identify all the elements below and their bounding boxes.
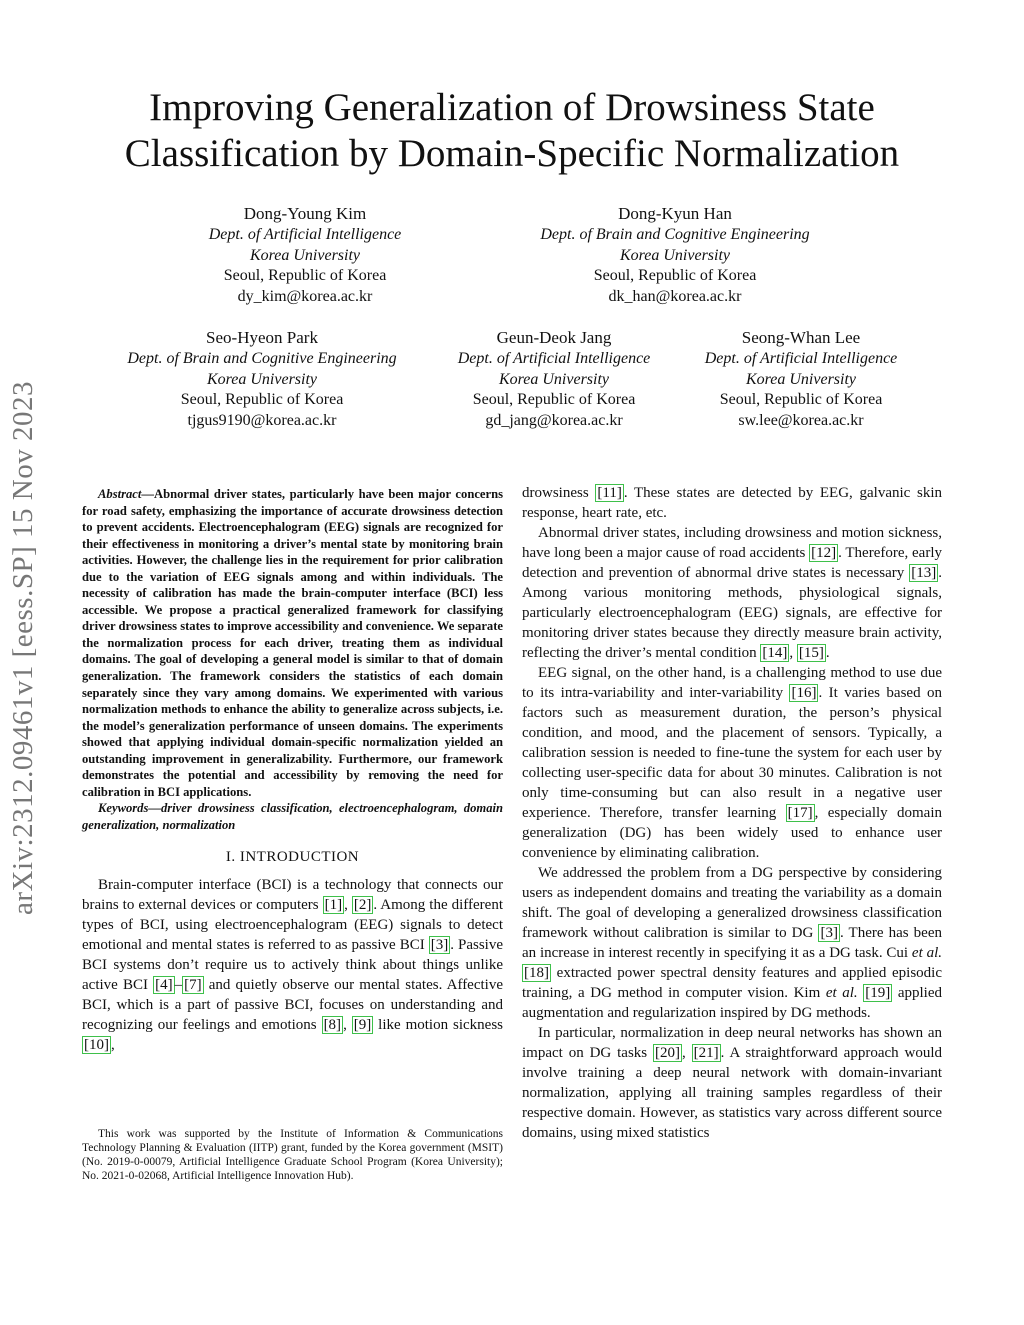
- citation-link[interactable]: [20]: [655, 1045, 680, 1061]
- author-university: Korea University: [249, 246, 361, 264]
- keywords: Keywords—driver drowsiness classification, electroencephalogram, domain generalization, normalization: [82, 801, 503, 832]
- section-heading-introduction: I. INTRODUCTION: [225, 849, 360, 866]
- paragraph: We addressed the problem from a DG perspective by considering users as independent domains and treating the variability as a domain shift. The goal of developing a generalized drowsiness classification framework without calibration is similar to DG [3] . There has been an increase in interest recently in specifying it as a DG task. Cui et al. [18] extracted power spectral density features and applied episodic training, a DG method in computer vision. Kim et al. [19] applied augmentation and regularization inspired by DG methods.: [522, 865, 943, 1021]
- author-name: Seong-Whan Lee: [741, 328, 861, 347]
- paragraph: In particular, normalization in deep neural networks has shown an impact on DG tasks [20] , [21] . A straightforward approach would involve training a deep neural network with domain-invariant normalization, applying all training samples regardless of their respective domain. However, as statistics vary across different source domains, using mixed statistics: [522, 1025, 943, 1141]
- author-email: gd_jang@korea.ac.kr: [485, 411, 623, 429]
- right-column: [522, 483, 942, 1143]
- paper-title-line-1: Improving Generalization of Drowsiness State: [149, 86, 875, 129]
- author-dept: Dept. of Brain and Cognitive Engineering: [127, 350, 397, 367]
- author-university: Korea University: [206, 370, 318, 388]
- arxiv-side-stamp: arXiv:2312.09461v1 [eess.SP] 15 Nov 2023: [7, 381, 39, 915]
- citation-link[interactable]: [8]: [323, 1017, 342, 1034]
- citation-link[interactable]: [7]: [184, 977, 202, 994]
- author-name: Dong-Kyun Han: [618, 204, 732, 223]
- author-block: [686, 327, 916, 431]
- author-email: sw.lee@korea.ac.kr: [738, 411, 864, 429]
- citation-link[interactable]: [17]: [787, 805, 813, 821]
- paragraph: EEG signal, on the other hand, is a challenging method to use due to its intra-variability and inter-variability [16] . It varies based on factors such as measurement duration, the person’s physical condition, and mood, and the placement of sensors. Typically, a calibration session is needed to fine-tune the system for each user by collecting user-specific data for about 30 minutes. Calibration is not only time-consuming but can also result in a negative user experience. Therefore, transfer learning [17] , especially domain generalization (DG) has been widely used to enhance user convenience by eliminating calibration.: [522, 665, 942, 861]
- author-university: Korea University: [498, 370, 610, 388]
- citation-link[interactable]: [4]: [155, 977, 173, 994]
- citation-link[interactable]: [19]: [865, 985, 891, 1001]
- citation-link[interactable]: [16]: [791, 685, 817, 701]
- author-city: Seoul, Republic of Korea: [223, 267, 387, 285]
- author-university: Korea University: [745, 370, 857, 388]
- citation-link[interactable]: [9]: [353, 1017, 372, 1034]
- author-city: Seoul, Republic of Korea: [472, 391, 636, 409]
- paragraph: Abnormal driver states, including drowsiness and motion sickness, have long been a major cause of road accidents [12] . Therefore, early detection and prevention of abnormal drive states is necessary [13] . Among various monitoring methods, physiological signals, particularly electroencephalogram (EEG) signals, are effective for monitoring driver states because they directly measure brain activity, reflecting the driver’s mental condition [14] , [15] .: [522, 525, 942, 661]
- citation-link[interactable]: [3]: [430, 937, 449, 954]
- author-university: Korea University: [619, 246, 731, 264]
- citation-link[interactable]: [18]: [524, 965, 549, 981]
- abstract-text: —Abnormal driver states, particularly have been major concerns for road safety, emphasizing the importance of accurate drowsiness detection to prevent accidents. Electroencephalogram (EEG) signals are recognized for their effectiveness in monitoring a driver’s mental state by monitoring brain activities. However, the challenge lies in the requirement for prior calibration due to the variation of EEG signals among and within individuals. The necessity of calibration has made the brain-computer interface (BCI) less accessible. We propose a practical generalized framework for classifying driver drowsiness states to improve accessibility and convenience. We separate the normalization process for each driver, treating them as individual domains. The goal of developing a general model is similar to that of domain generalization. The framework considers the statistics of each domain separately since they vary among domains. We experimented with various normalization methods to enhance the ability to generalize across subjects, i.e. the model’s generalization performance of unseen domains. The experiments showed that applying individual domain-specific normalization yielded an outstanding improvement in generalizability. Furthermore, our framework demonstrates the potential and accessibility by removing the need for calibration in BCI applications.: [82, 487, 503, 799]
- author-block: [500, 203, 850, 307]
- citation-link[interactable]: [15]: [798, 645, 824, 661]
- author-block: [112, 327, 412, 431]
- citation-link[interactable]: [12]: [811, 545, 837, 561]
- citation-link[interactable]: [13]: [911, 565, 937, 581]
- abstract: [82, 486, 503, 800]
- intro-paragraph: Brain-computer interface (BCI) is a technology that connects our brains to external devices or computers [1] , [2] . Among the different types of BCI, using electroencephalogram (EEG) signals to detect emotional and mental states is referred to as passive BCI [3] . Passive BCI systems don’t require us to actively think about things unlike active BCI [4] – [7] and quietly observe our mental states. Affective BCI, which is a part of passive BCI, focuses on understanding and recognizing our feelings and emotions [8] , [9] like motion sickness [10] ,: [82, 877, 504, 1054]
- abstract-label: Abstract: [98, 487, 142, 501]
- citation-link[interactable]: [11]: [597, 485, 622, 501]
- author-dept: Dept. of Artificial Intelligence: [704, 350, 898, 367]
- funding-footnote: This work was supported by the Institute of Information & Communications Technology Planning & Evaluation (IITP) grant, funded by the Korea government (MSIT) (No. 2019-0-00079, Artificial Intelligence Graduate School Program (Korea University); No. 2021-0-02068, Artificial Intelligence Innovation Hub).: [82, 1128, 503, 1183]
- citation-link[interactable]: [1]: [324, 897, 343, 914]
- author-name: Dong-Young Kim: [243, 204, 367, 223]
- citation-link[interactable]: [10]: [84, 1037, 109, 1054]
- author-city: Seoul, Republic of Korea: [719, 391, 883, 409]
- paragraph: drowsiness [11] . These states are detected by EEG, galvanic skin response, heart rate, etc.: [522, 485, 942, 521]
- citation-link[interactable]: [2]: [353, 897, 372, 914]
- footnote-block: [82, 1127, 503, 1183]
- author-email: tjgus9190@korea.ac.kr: [187, 411, 337, 429]
- author-name: Geun-Deok Jang: [496, 328, 612, 347]
- author-dept: Dept. of Artificial Intelligence: [457, 350, 651, 367]
- author-email: dy_kim@korea.ac.kr: [237, 287, 373, 305]
- author-city: Seoul, Republic of Korea: [180, 391, 344, 409]
- author-block: [434, 327, 674, 431]
- citation-link[interactable]: [3]: [820, 925, 838, 941]
- author-name: Seo-Hyeon Park: [206, 328, 318, 347]
- left-column: [82, 486, 503, 1055]
- paper-title-line-2: Classification by Domain-Specific Normalization: [124, 132, 900, 175]
- citation-link[interactable]: [21]: [693, 1045, 719, 1061]
- citation-link[interactable]: [14]: [762, 645, 788, 661]
- author-dept: Dept. of Artificial Intelligence: [208, 226, 402, 243]
- author-city: Seoul, Republic of Korea: [593, 267, 757, 285]
- author-email: dk_han@korea.ac.kr: [608, 287, 742, 305]
- author-dept: Dept. of Brain and Cognitive Engineering: [540, 226, 810, 243]
- author-block: [160, 203, 450, 307]
